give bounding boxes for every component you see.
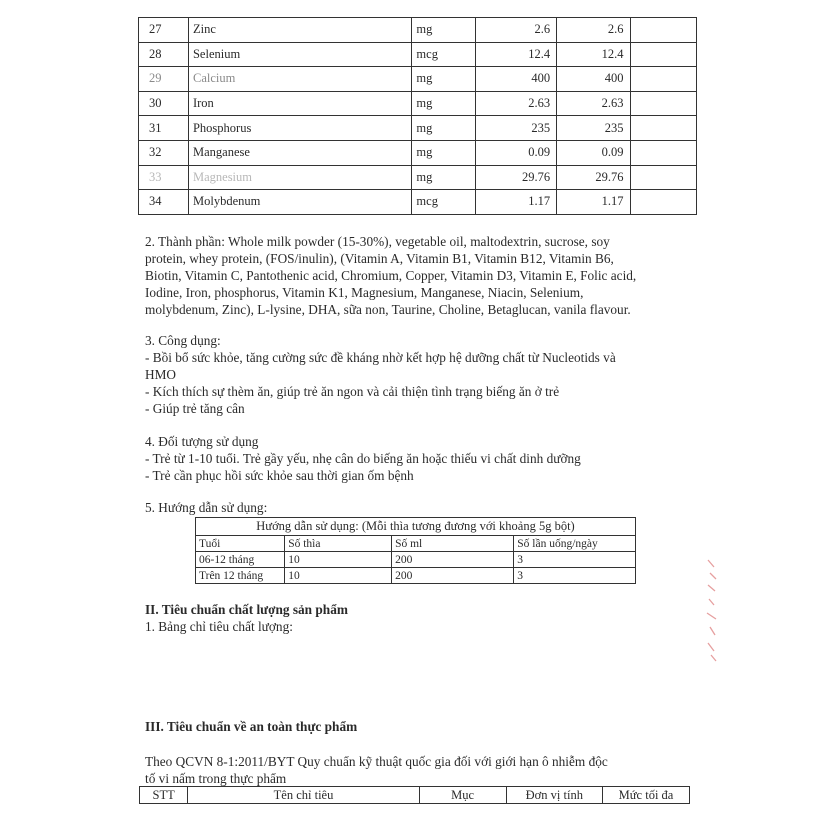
usage-row [196, 552, 636, 568]
nutrient-name-cell: Phosphorus [188, 116, 411, 141]
usage-header-cell: Số ml [392, 536, 514, 552]
nutrient-name-cell: Selenium [188, 42, 411, 67]
nutrient-row [139, 42, 697, 67]
nutrient-name-cell: Iron [188, 91, 411, 116]
uses-section [145, 332, 700, 417]
nutrient-number-cell: 27 [139, 18, 189, 43]
nutrient-value-cell: 2.63 [475, 91, 556, 116]
nutrient-unit-cell: mcg [412, 190, 476, 215]
target-title: 4. Đối tượng sử dụng [145, 434, 259, 449]
ingredients-line: molybdenum, Zinc), L-lysine, DHA, sữa non, Taurine, Choline, Betaglucan, vanila flavour. [145, 302, 631, 317]
quality-section [145, 601, 700, 635]
nutrient-row [139, 190, 697, 215]
red-stamp-mark [700, 555, 722, 665]
nutrient-table-body [139, 18, 697, 215]
uses-line: - Giúp trẻ tăng cân [145, 401, 245, 416]
ingredients-section [145, 233, 700, 318]
nutrient-number-cell: 34 [139, 190, 189, 215]
usage-cell: Trên 12 tháng [196, 568, 285, 584]
safety-header-row [140, 787, 690, 804]
usage-cell: 10 [285, 552, 392, 568]
nutrient-name-cell: Molybdenum [188, 190, 411, 215]
safety-heading: III. Tiêu chuẩn về an toàn thực phẩm [145, 719, 358, 734]
nutrient-empty-cell [630, 91, 696, 116]
safety-header-cell: Mức tối đa [603, 787, 690, 804]
usage-title: 5. Hướng dẫn sử dụng: [145, 500, 268, 515]
nutrient-empty-cell [630, 165, 696, 190]
safety-header-cell: Mục [419, 787, 506, 804]
nutrient-value-cell: 235 [475, 116, 556, 141]
usage-row [196, 568, 636, 584]
safety-line: tố vi nấm trong thực phẩm [145, 771, 287, 786]
nutrient-name-cell: Zinc [188, 18, 411, 43]
nutrient-value-cell: 12.4 [475, 42, 556, 67]
usage-cell: 10 [285, 568, 392, 584]
nutrient-value-cell: 29.76 [475, 165, 556, 190]
usage-section [145, 499, 700, 516]
nutrient-name-cell: Calcium [188, 67, 411, 92]
nutrient-name-cell: Magnesium [188, 165, 411, 190]
nutrient-empty-cell [630, 140, 696, 165]
nutrient-name-cell: Manganese [188, 140, 411, 165]
quality-line: 1. Bảng chỉ tiêu chất lượng: [145, 619, 293, 634]
safety-line: Theo QCVN 8-1:2011/BYT Quy chuẩn kỹ thuật quốc gia đối với giới hạn ô nhiễm độc [145, 754, 608, 769]
nutrient-value-cell: 235 [557, 116, 630, 141]
usage-table-caption: Hướng dẫn sử dụng: (Mỗi thìa tương đương với khoảng 5g bột) [196, 518, 636, 536]
nutrient-empty-cell [630, 18, 696, 43]
ingredients-line: Biotin, Vitamin C, Pantothenic acid, Chromium, Copper, Vitamin D3, Vitamin E, Folic acid, [145, 268, 637, 283]
nutrient-value-cell: 1.17 [475, 190, 556, 215]
nutrient-number-cell: 32 [139, 140, 189, 165]
nutrient-value-cell: 12.4 [557, 42, 630, 67]
uses-line: - Bồi bổ sức khỏe, tăng cường sức đề kháng nhờ kết hợp hệ dưỡng chất từ Nucleotids và [145, 350, 616, 365]
usage-cell: 200 [392, 568, 514, 584]
usage-header-cell: Số thìa [285, 536, 392, 552]
uses-line: - Kích thích sự thèm ăn, giúp trẻ ăn ngon và cải thiện tình trạng biếng ăn ở trẻ [145, 384, 560, 399]
nutrient-number-cell: 29 [139, 67, 189, 92]
nutrient-number-cell: 28 [139, 42, 189, 67]
usage-cell: 06-12 tháng [196, 552, 285, 568]
nutrient-value-cell: 1.17 [557, 190, 630, 215]
nutrient-number-cell: 30 [139, 91, 189, 116]
nutrient-empty-cell [630, 42, 696, 67]
nutrient-empty-cell [630, 116, 696, 141]
usage-header-row [196, 536, 636, 552]
nutrient-number-cell: 31 [139, 116, 189, 141]
nutrient-value-cell: 2.6 [557, 18, 630, 43]
nutrient-value-cell: 2.63 [557, 91, 630, 116]
target-line: - Trẻ cần phục hồi sức khỏe sau thời gian ốm bệnh [145, 468, 414, 483]
uses-line: HMO [145, 367, 177, 382]
nutrient-row [139, 67, 697, 92]
safety-text [145, 753, 700, 787]
target-line: - Trẻ từ 1-10 tuổi. Trẻ gầy yếu, nhẹ cân do biếng ăn hoặc thiếu vi chất dinh dưỡng [145, 451, 581, 466]
nutrient-value-cell: 29.76 [557, 165, 630, 190]
safety-header-cell: STT [140, 787, 188, 804]
quality-heading: II. Tiêu chuẩn chất lượng sản phẩm [145, 602, 348, 617]
nutrient-number-cell: 33 [139, 165, 189, 190]
nutrient-unit-cell: mg [412, 91, 476, 116]
nutrient-unit-cell: mg [412, 67, 476, 92]
safety-header-cell: Tên chỉ tiêu [188, 787, 419, 804]
target-section [145, 433, 700, 484]
safety-header-cell: Đơn vị tính [506, 787, 603, 804]
nutrient-value-cell: 0.09 [557, 140, 630, 165]
safety-table [139, 786, 690, 804]
nutrient-empty-cell [630, 67, 696, 92]
usage-cell: 3 [514, 552, 636, 568]
usage-table [195, 517, 636, 584]
nutrient-unit-cell: mg [412, 116, 476, 141]
nutrient-row [139, 116, 697, 141]
nutrient-table [138, 17, 697, 215]
usage-cell: 3 [514, 568, 636, 584]
nutrient-empty-cell [630, 190, 696, 215]
usage-header-cell: Tuổi [196, 536, 285, 552]
usage-header-cell: Số lần uống/ngày [514, 536, 636, 552]
nutrient-value-cell: 400 [557, 67, 630, 92]
nutrient-row [139, 91, 697, 116]
nutrient-value-cell: 2.6 [475, 18, 556, 43]
nutrient-unit-cell: mg [412, 140, 476, 165]
safety-section [145, 718, 700, 735]
nutrient-row [139, 140, 697, 165]
uses-title: 3. Công dụng: [145, 333, 221, 348]
nutrient-value-cell: 0.09 [475, 140, 556, 165]
nutrient-unit-cell: mg [412, 18, 476, 43]
nutrient-value-cell: 400 [475, 67, 556, 92]
nutrient-row [139, 18, 697, 43]
ingredients-line: protein, whey protein, (FOS/inulin), (Vitamin A, Vitamin B1, Vitamin B12, Vitamin B6, [145, 251, 614, 266]
nutrient-unit-cell: mg [412, 165, 476, 190]
nutrient-unit-cell: mcg [412, 42, 476, 67]
nutrient-row [139, 165, 697, 190]
ingredients-line: Iodine, Iron, phosphorus, Vitamin K1, Magnesium, Manganese, Niacin, Selenium, [145, 285, 584, 300]
ingredients-line: 2. Thành phần: Whole milk powder (15-30%), vegetable oil, maltodextrin, sucrose, soy [145, 234, 610, 249]
usage-cell: 200 [392, 552, 514, 568]
